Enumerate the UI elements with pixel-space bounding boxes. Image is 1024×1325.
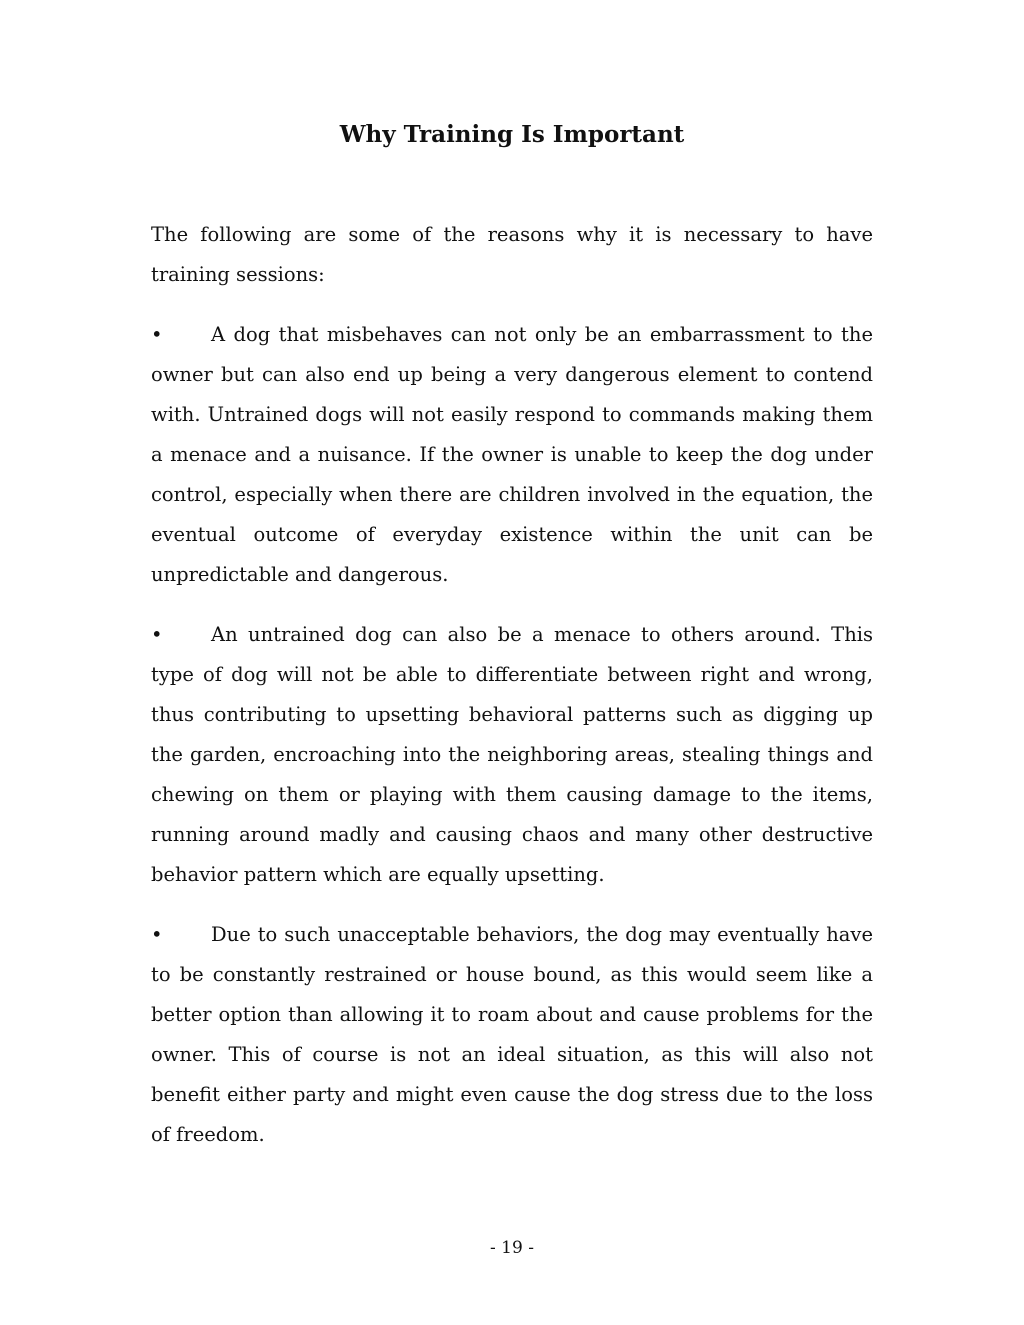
page-title: Why Training Is Important [339, 121, 685, 148]
bullet-text: An untrained dog can also be a menace to others around. This type of dog will not be able to differentiate between right and wrong, thus contributing to upsetting behavioral patterns such as digging up the garden, encroaching into the neighboring areas, stealing things and chewing on them or playing with them causing damage to the items, running around madly and causing chaos and many other destructive behavior pattern which are equally upsetting. [151, 623, 873, 886]
intro-paragraph: The following are some of the reasons why it is necessary to have training sessions: [151, 223, 873, 286]
bullet-marker: • [151, 923, 163, 946]
page-body [151, 215, 873, 1175]
bullet-item-1 [151, 315, 873, 595]
bullet-text: A dog that misbehaves can not only be an embarrassment to the owner but can also end up being a very dangerous element to contend with. Untrained dogs will not easily respond to commands making them a menace and a nuisance. If the owner is unable to keep the dog under control, especially when there are children involved in the equation, the eventual outcome of everyday existence within the unit can be unpredictable and dangerous. [151, 323, 873, 586]
bullet-item-3 [151, 915, 873, 1155]
bullet-item-2 [151, 615, 873, 895]
page-number: - 19 - [490, 1238, 534, 1258]
bullet-text: Due to such unacceptable behaviors, the dog may eventually have to be constantly restrained or house bound, as this would seem like a better option than allowing it to roam about and cause problems for the owner. This of course is not an ideal situation, as this will also not benefit either party and might even cause the dog stress due to the loss of freedom. [151, 923, 873, 1146]
bullet-marker: • [151, 323, 163, 346]
bullet-marker: • [151, 623, 163, 646]
